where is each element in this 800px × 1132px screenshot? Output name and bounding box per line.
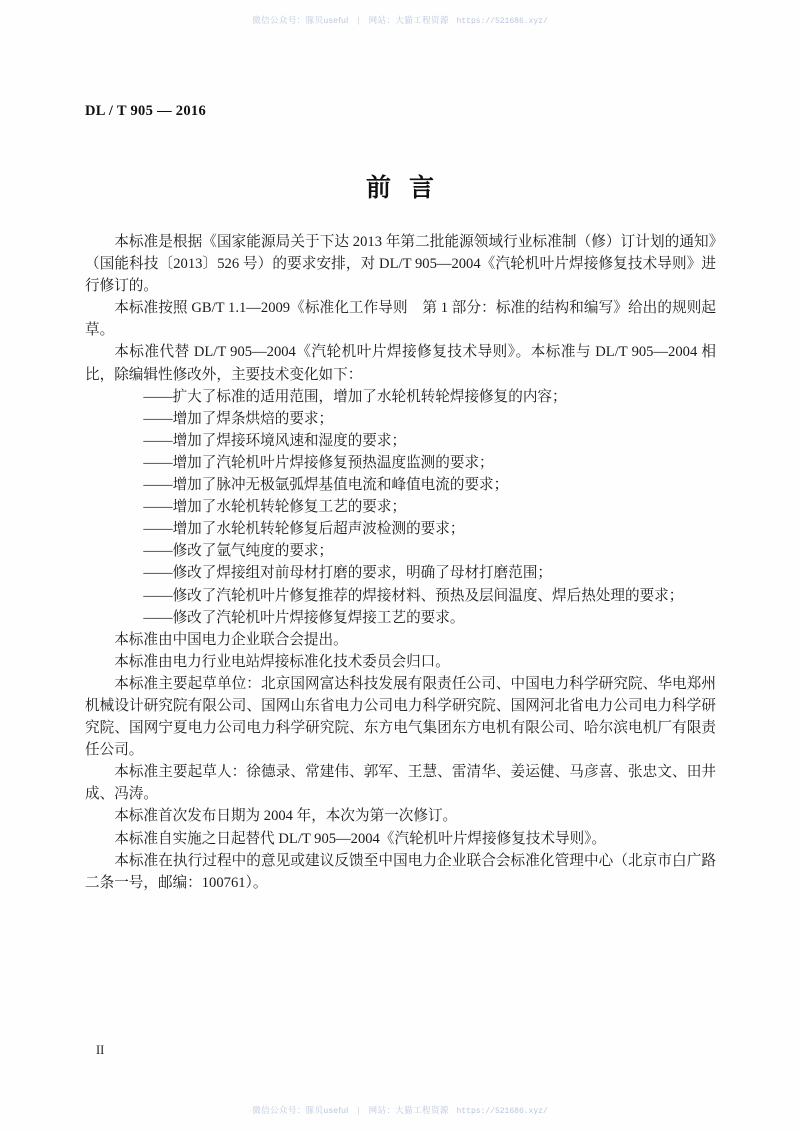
change-item: ——增加了汽轮机叶片焊接修复预热温度监测的要求； — [143, 454, 494, 471]
paragraph-supersession-intro: 本标准代替 DL/T 905—2004《汽轮机叶片焊接修复技术导则》。本标准与 DL/T 905—2004 相比，除编辑性修改外，主要技术变化如下： — [85, 344, 716, 383]
paragraph-administered-by: 本标准由电力行业电站焊接标准化技术委员会归口。 — [114, 653, 450, 670]
change-item: ——增加了水轮机转轮修复工艺的要求； — [143, 499, 407, 516]
watermark-account: 微信公众号：豚贝useful — [252, 15, 349, 25]
watermark-site: 网站：大猫工程资源 — [368, 1105, 449, 1115]
change-item: ——修改了氩气纯度的要求； — [143, 543, 334, 560]
paragraph-drafting-rules: 本标准按照 GB/T 1.1—2009《标准化工作导则 第 1 部分：标准的结构和编写》给出的规则起草。 — [85, 300, 716, 339]
running-header-standard-number: DL / T 905 — 2016 — [85, 103, 206, 119]
paragraph-drafters: 本标准主要起草人：徐德录、常建伟、郭军、王慧、雷清华、姜运健、马彦喜、张忠文、田井成、冯涛。 — [85, 764, 716, 803]
watermark-separator: | — [357, 1105, 360, 1115]
paragraph-first-published: 本标准首次发布日期为 2004 年，本次为第一次修订。 — [114, 808, 458, 825]
change-item: ——修改了汽轮机叶片焊接修复焊接工艺的要求。 — [143, 609, 465, 626]
paragraph-scope-basis: 本标准是根据《国家能源局关于下达 2013 年第二批能源领域行业标准制（修）订计划的通知》（国能科技〔2013〕526 号）的要求安排，对 DL/T 905—2004《汽轮机叶片焊接修复技术导则》进行修订的。 — [85, 234, 716, 295]
foreword-body — [85, 231, 716, 894]
watermark-bottom — [0, 1104, 800, 1116]
watermark-separator: | — [357, 15, 360, 25]
paragraph-proposed-by: 本标准由中国电力企业联合会提出。 — [114, 631, 348, 648]
watermark-top — [0, 14, 800, 26]
page-number: II — [96, 1043, 105, 1057]
change-item: ——增加了水轮机转轮修复后超声波检测的要求； — [143, 521, 465, 538]
watermark-url: https://521686.xyz/ — [456, 1107, 548, 1116]
change-item: ——增加了焊接环境风速和湿度的要求； — [143, 432, 407, 449]
paragraph-feedback: 本标准在执行过程中的意见或建议反馈至中国电力企业联合会标准化管理中心（北京市白广路二条一号，邮编：100761）。 — [85, 852, 716, 891]
watermark-url: https://521686.xyz/ — [456, 17, 548, 26]
paragraph-supersedes: 本标准自实施之日起替代 DL/T 905—2004《汽轮机叶片焊接修复技术导则》。 — [114, 830, 607, 847]
change-item: ——扩大了标准的适用范围，增加了水轮机转轮焊接修复的内容； — [143, 388, 567, 405]
watermark-site: 网站：大猫工程资源 — [368, 15, 449, 25]
change-item: ——修改了焊接组对前母材打磨的要求，明确了母材打磨范围； — [143, 565, 553, 582]
change-item: ——修改了汽轮机叶片修复推荐的焊接材料、预热及层间温度、焊后热处理的要求； — [143, 587, 684, 604]
watermark-account: 微信公众号：豚贝useful — [252, 1105, 349, 1115]
change-item: ——增加了脉冲无极氩弧焊基值电流和峰值电流的要求； — [143, 477, 509, 494]
page-title: 前言 — [365, 175, 452, 202]
paragraph-drafting-units: 本标准主要起草单位：北京国网富达科技发展有限责任公司、中国电力科学研究院、华电郑州机械设计研究院有限公司、国网山东省电力公司电力科学研究院、国网河北省电力公司电力科学研究院、国网宁夏电力公司电力科学研究院、东方电气集团东方电机有限公司、哈尔滨电机厂有限责任公司。 — [85, 675, 716, 759]
change-item: ——增加了焊条烘焙的要求； — [143, 410, 334, 427]
